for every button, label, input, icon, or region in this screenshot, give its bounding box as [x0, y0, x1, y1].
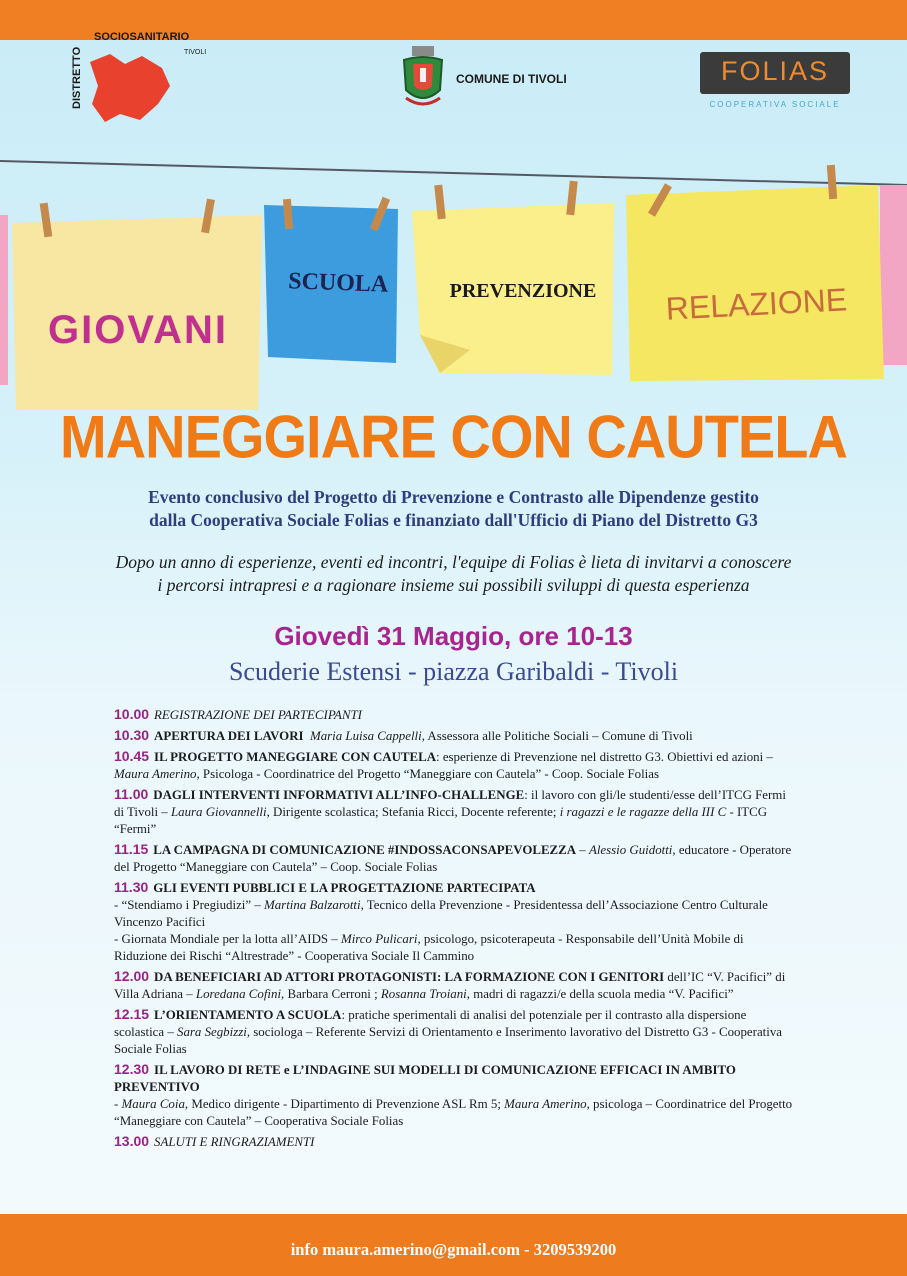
- folias-subtitle: COOPERATIVA SOCIALE: [709, 100, 841, 109]
- program-item: 10.00 REGISTRAZIONE DEI PARTECIPANTI: [114, 706, 362, 722]
- program-item: 11.30 GLI EVENTI PUBBLICI E LA PROGETTAZIONE PARTECIPATA - “Stendiamo i Pregiudizi” – Martina Balzarotti, Tecnico della Prevenzione - Presidentessa dell’Associazione Centro Culturale Vincenzo Pacifici - Giornata Mondiale per la lotta all’AIDS – Mirco Pulicari, psicologo, psicoterapeuta - Responsabile dell’Unità Mobile di Riduzione dei Rischi “Altrestrade” - Cooperativa Sociale Il Cammino: [114, 879, 768, 963]
- program-item: 11.15 LA CAMPAGNA DI COMUNICAZIONE #INDOSSACONSAPEVOLEZZA – Alessio Guidotti, educatore - Operatore del Progetto “Maneggiare con Cautela” – Coop. Sociale Folias: [114, 841, 792, 874]
- note-scuola-label: SCUOLA: [287, 268, 389, 298]
- clothesline-illustration: [0, 145, 907, 410]
- page-title: MANEGGIARE CON CAUTELA: [60, 402, 847, 471]
- folias-wordmark: FOLIAS: [720, 56, 830, 86]
- distretto-logo: [70, 24, 210, 134]
- program-item: 10.30 APERTURA DEI LAVORI Maria Luisa Cappelli, Assessora alle Politiche Sociali – Comune di Tivoli: [114, 727, 693, 743]
- contact-info: info maura.amerino@gmail.com - 3209539200: [290, 1240, 617, 1259]
- program-item: 12.00 DA BENEFICIARI AD ATTORI PROTAGONISTI: LA FORMAZIONE CON I GENITORI dell’IC “V. Pacifici” di Villa Adriana – Loredana Cofini, Barbara Cerroni ; Rosanna Troiani, madri di ragazzi/e della scuola media “V. Pacifici”: [114, 968, 786, 1001]
- distretto-map-icon: [70, 24, 210, 134]
- program-item: 13.00 SALUTI E RINGRAZIAMENTI: [114, 1133, 315, 1149]
- note-edge-left: [0, 215, 8, 385]
- distretto-vertical-label: DISTRETTO: [71, 46, 83, 109]
- event-date: Giovedì 31 Maggio, ore 10-13: [274, 621, 633, 651]
- program-item: 11.00 DAGLI INTERVENTI INFORMATIVI ALL’INFO-CHALLENGE: il lavoro con gli/le studenti/esse dell’ITCG Fermi di Tivoli – Laura Giovannelli, Dirigente scolastica; Stefania Ricci, Docente referente; i ragazzi e le ragazze della III C - ITCG “Fermi”: [114, 786, 786, 836]
- comune-tivoli-logo: [398, 42, 573, 114]
- program-item: 10.45 IL PROGETTO MANEGGIARE CON CAUTELA: esperienze di Prevenzione nel distretto G3. Obiettivi ed azioni – Maura Amerino, Psicologa - Coordinatrice del Progetto “Maneggiare con Cautela” - Coop. Sociale Folias: [114, 748, 773, 781]
- event-intro: Dopo un anno di esperienze, eventi ed incontri, l'equipe di Folias è lieta di invitarvi a conoscere i percorsi intrapresi e a ragionare insieme sui possibili sviluppi di questa esperienza: [115, 552, 792, 595]
- program-item: 12.30 IL LAVORO DI RETE e L’INDAGINE SUI MODELLI DI COMUNICAZIONE EFFICACI IN AMBITO PREVENTIVO - Maura Coia, Medico dirigente - Dipartimento di Prevenzione ASL Rm 5; Maura Amerino, psicologa – Coordinatrice del Progetto “Maneggiare con Cautela” – Cooperativa Sociale Folias: [114, 1061, 793, 1128]
- event-subtitle: Evento conclusivo del Progetto di Prevenzione e Contrasto alle Dipendenze gestito dalla Cooperativa Sociale Folias e finanziato dall'Ufficio di Piano del Distretto G3: [148, 487, 759, 530]
- program-item: 12.15 L’ORIENTAMENTO A SCUOLA: pratiche sperimentali di analisi del potenziale per il contrasto alla dispersione scolastica – Sara Segbizzi, sociologa – Referente Servizi di Orientamento e Inserimento lavorativo del Distretto G3 - Cooperativa Sociale Folias: [114, 1006, 783, 1056]
- note-giovani-label: GIOVANI: [48, 308, 228, 352]
- coat-of-arms-icon: [398, 42, 448, 114]
- note-relazione-label: RELAZIONE: [664, 281, 848, 327]
- program-list: [114, 706, 794, 1154]
- note-prevenzione-label: PREVENZIONE: [449, 280, 597, 302]
- sociosanitario-label: SOCIOSANITARIO: [94, 31, 190, 43]
- folias-logo: [700, 52, 850, 118]
- comune-tivoli-label: COMUNE DI TIVOLI: [456, 72, 567, 86]
- event-place: Scuderie Estensi - piazza Garibaldi - Tivoli: [228, 657, 679, 686]
- tivoli-small-label: TIVOLI: [184, 49, 207, 56]
- note-edge-right: [880, 185, 907, 365]
- clothesline-rope: [0, 161, 907, 185]
